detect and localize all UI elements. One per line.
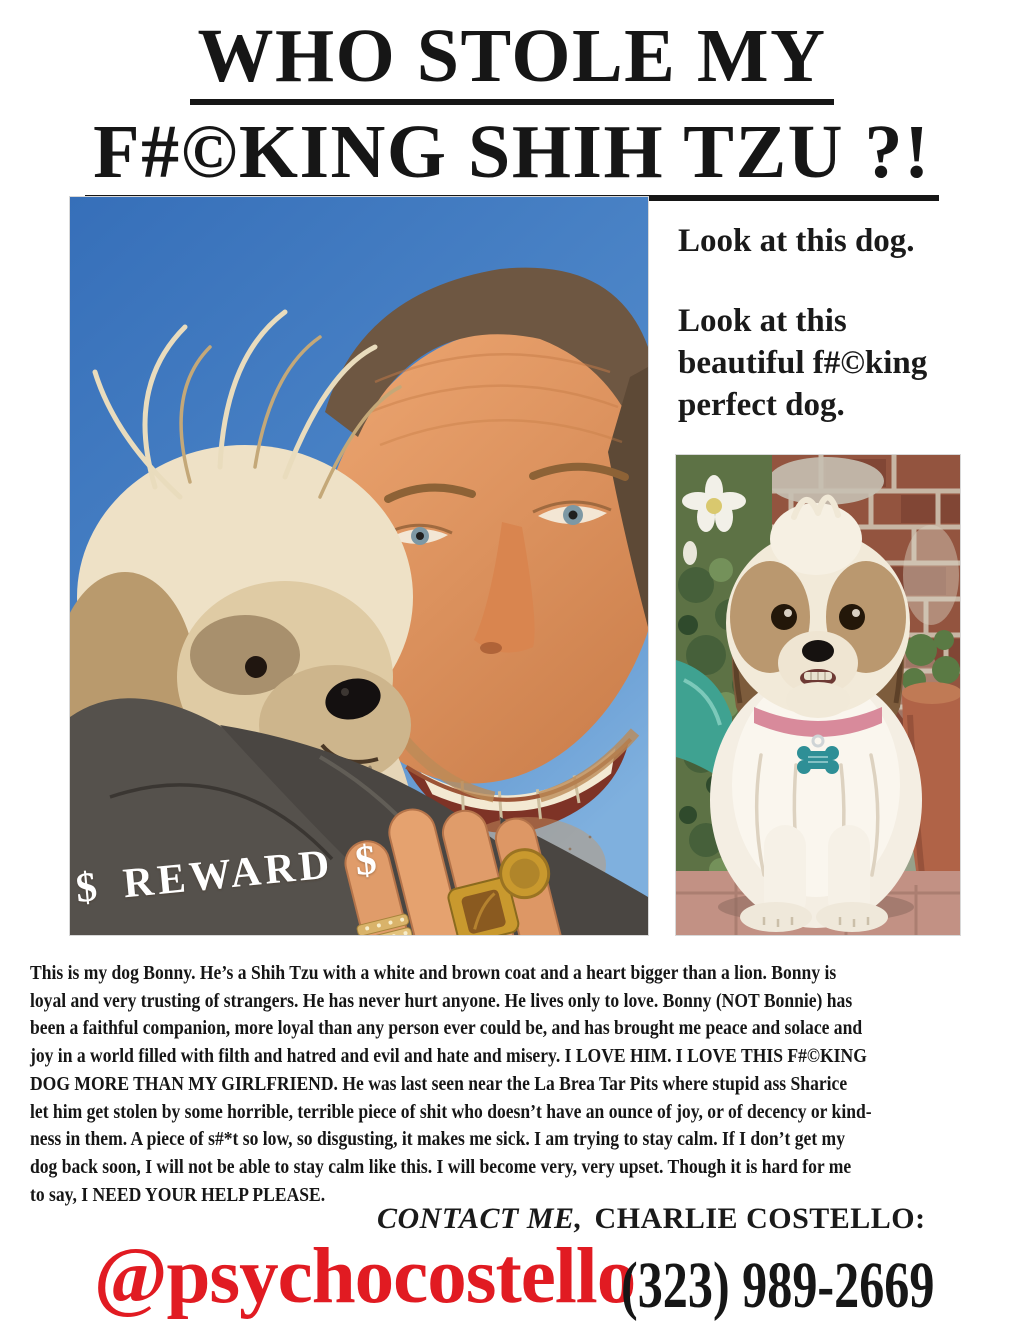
tagline-line: Look at this [678, 303, 847, 339]
body-text-line: let him get stolen by some horrible, terrible piece of shit who doesn’t have an ounce of joy, or of decency or kind- [30, 1100, 872, 1123]
body-text [30, 960, 994, 1209]
body-text-line: been a faithful companion, more loyal than any person ever could be, and has brought me peace and solace and [30, 1017, 863, 1040]
dog-eye [245, 656, 267, 678]
tagline-line: perfect dog. [678, 387, 845, 423]
social-handle: @psychocostello [94, 1233, 636, 1320]
title-line-1: WHO STOLE MY [190, 18, 835, 105]
contact-lead-in: CONTACT ME, [377, 1202, 583, 1235]
title-line-2: F#©KING SHIH TZU ?! [85, 114, 939, 201]
tagline-line-1: Look at this dog. [678, 223, 915, 259]
contact-name: CHARLIE COSTELLO: [594, 1202, 926, 1235]
body-text-line: loyal and very trusting of strangers. He has never hurt anyone. He lives only to love. Bonny (NOT Bonnie) has [30, 989, 853, 1012]
body-text-line: This is my dog Bonny. He’s a Shih Tzu with a white and brown coat and a heart bigger than a lion. Bonny is [30, 962, 837, 984]
reward-overlay: $ REWARD $ [73, 836, 383, 912]
shih-tzu-photo [676, 455, 960, 935]
man-and-dog-photo [70, 197, 648, 935]
tagline-block-2 [678, 300, 927, 426]
shih-tzu-illustration [676, 455, 960, 935]
body-text-line: joy in a world filled with filth and hatred and evil and hate and misery. I LOVE HIM. I LOVE THIS F#©KING [30, 1045, 867, 1068]
contact-line [377, 1202, 926, 1236]
body-text-line: dog back soon, I will not be able to stay calm like this. I will become very, very upset. Though it is hard for me [30, 1155, 852, 1178]
tagline-line: beautiful f#©king [678, 345, 928, 381]
dog-nose [802, 640, 834, 662]
body-text-line: to say, I NEED YOUR HELP PLEASE. [30, 1183, 326, 1206]
dog-eye-right [839, 604, 865, 630]
body-text-line: DOG MORE THAN MY GIRLFRIEND. He was last seen near the La Brea Tar Pits where stupid ass Sharice [30, 1072, 848, 1095]
dog-eye-left [771, 604, 797, 630]
man-and-dog-illustration [70, 197, 648, 935]
title-block [0, 14, 1024, 201]
body-text-line: ness in them. A piece of s#*t so low, so disgusting, it makes me sick. I am trying to stay calm. If I don’t get my [30, 1128, 845, 1151]
phone-number: (323) 989-2669 [621, 1249, 935, 1322]
